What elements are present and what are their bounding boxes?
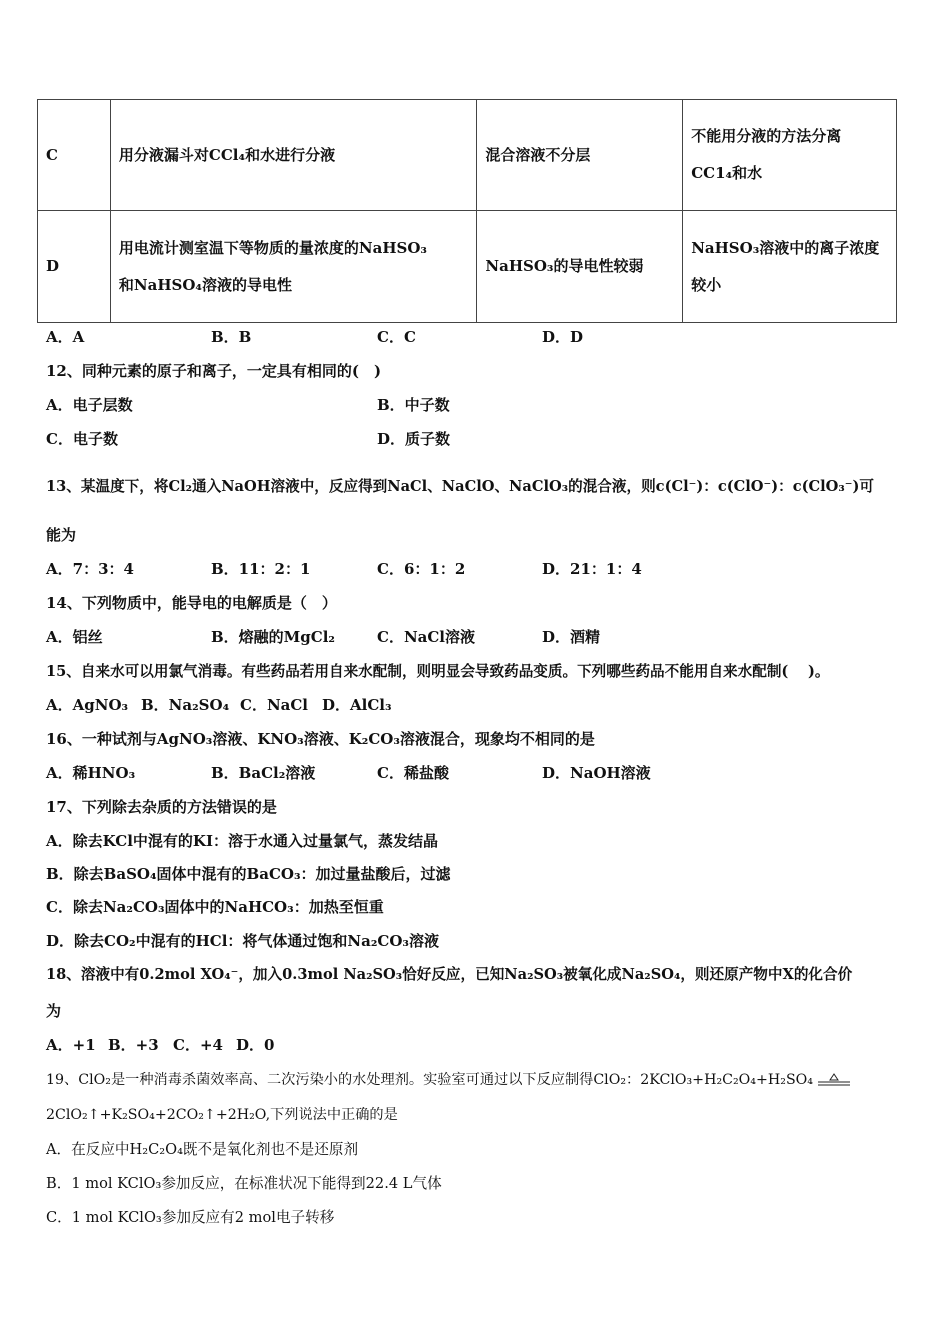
q12-options-row2 bbox=[46, 428, 906, 448]
option-a[interactable]: A．铝丝 bbox=[46, 628, 103, 646]
experiment-table bbox=[37, 99, 897, 323]
option-b[interactable]: B．B bbox=[211, 328, 252, 346]
option-a[interactable]: A．A bbox=[46, 328, 85, 346]
option-c[interactable]: C．6：1：2 bbox=[377, 560, 466, 578]
heating-equal-sign-icon bbox=[818, 1073, 850, 1087]
option-b[interactable]: B．熔融的MgCl₂ bbox=[211, 628, 335, 646]
q16-options bbox=[46, 762, 906, 782]
option-a[interactable]: A．+1 bbox=[46, 1036, 96, 1054]
q12-stem: 12、同种元素的原子和离子，一定具有相同的( ) bbox=[46, 362, 382, 380]
option-a[interactable]: A．7：3：4 bbox=[46, 560, 134, 578]
option-d[interactable]: D．酒精 bbox=[542, 628, 601, 646]
table-row bbox=[38, 100, 897, 211]
conclusion-line: 较小 bbox=[691, 275, 722, 294]
option-b[interactable]: B．+3 bbox=[108, 1036, 159, 1054]
option-a[interactable]: A．稀HNO₃ bbox=[46, 764, 136, 782]
q17-stem: 17、下列除去杂质的方法错误的是 bbox=[46, 798, 277, 816]
option-b[interactable]: B．除去BaSO₄固体中混有的BaCO₃：加过量盐酸后，过滤 bbox=[46, 865, 451, 883]
q19-stem-line2: 2ClO₂↑+K₂SO₄+2CO₂↑+2H₂O,下列说法中正确的是 bbox=[46, 1107, 398, 1123]
option-c[interactable]: C．C bbox=[377, 328, 416, 346]
option-c[interactable]: C．电子数 bbox=[46, 430, 118, 448]
option-d[interactable]: D．D bbox=[542, 328, 584, 346]
conclusion-cell bbox=[683, 211, 897, 323]
option-d[interactable]: D．除去CO₂中混有的HCl：将气体通过饱和Na₂CO₃溶液 bbox=[46, 932, 439, 950]
option-c[interactable]: C．NaCl bbox=[240, 696, 309, 714]
q14-options bbox=[46, 626, 906, 646]
row-label: D bbox=[38, 211, 111, 323]
option-a[interactable]: A．电子层数 bbox=[46, 396, 133, 414]
q12-options-row1 bbox=[46, 394, 906, 414]
q13-stem-line2: 能为 bbox=[46, 526, 77, 544]
option-a[interactable]: A．在反应中H₂C₂O₄既不是氧化剂也不是还原剂 bbox=[46, 1141, 359, 1158]
option-c[interactable]: C．稀盐酸 bbox=[377, 764, 449, 782]
option-b[interactable]: B．BaCl₂溶液 bbox=[211, 764, 316, 782]
conclusion-line: 不能用分液的方法分离 bbox=[691, 127, 842, 145]
q15-options bbox=[46, 694, 446, 714]
phenomenon-cell: 混合溶液不分层 bbox=[477, 100, 683, 211]
option-d[interactable]: D．质子数 bbox=[377, 430, 451, 448]
option-c[interactable]: C．除去Na₂CO₃固体中的NaHCO₃：加热至恒重 bbox=[46, 898, 384, 916]
q18-options bbox=[46, 1034, 346, 1054]
option-c[interactable]: C．1 mol KClO₃参加反应有2 mol电子转移 bbox=[46, 1209, 335, 1226]
conclusion-cell bbox=[683, 100, 897, 211]
q14-stem: 14、下列物质中，能导电的电解质是（ ） bbox=[46, 594, 337, 612]
operation-cell: 用分液漏斗对CCl₄和水进行分液 bbox=[110, 100, 477, 211]
option-a[interactable]: A．AgNO₃ bbox=[46, 696, 129, 714]
option-b[interactable]: B．1 mol KClO₃参加反应，在标准状况下能得到22.4 L气体 bbox=[46, 1175, 442, 1192]
table-row bbox=[38, 211, 897, 323]
operation-line: 用电流计测室温下等物质的量浓度的NaHSO₃ bbox=[118, 238, 427, 257]
option-d[interactable]: D．NaOH溶液 bbox=[542, 764, 651, 782]
option-a[interactable]: A．除去KCl中混有的KI：溶于水通入过量氯气，蒸发结晶 bbox=[46, 832, 438, 850]
q18-stem-line2: 为 bbox=[46, 1002, 62, 1020]
q13-options bbox=[46, 558, 906, 578]
q19-stem-text: 19、ClO₂是一种消毒杀菌效率高、二次污染小的水处理剂。实验室可通过以下反应制得ClO₂：2KClO₃+H₂C₂O₄+H₂SO₄ bbox=[46, 1072, 813, 1088]
option-c[interactable]: C．NaCl溶液 bbox=[377, 628, 476, 646]
operation-cell bbox=[110, 211, 477, 323]
option-b[interactable]: B．11：2：1 bbox=[211, 560, 311, 578]
phenomenon-cell: NaHSO₃的导电性较弱 bbox=[477, 211, 683, 323]
q18-stem-line1: 18、溶液中有0.2mol XO₄⁻，加入0.3mol Na₂SO₃恰好反应，已知Na₂SO₃被氧化成Na₂SO₄，则还原产物中X的化合价 bbox=[46, 966, 853, 983]
operation-line: 和NaHSO₄溶液的导电性 bbox=[118, 275, 292, 294]
option-b[interactable]: B．中子数 bbox=[377, 396, 450, 414]
option-d[interactable]: D．21：1：4 bbox=[542, 560, 642, 578]
option-b[interactable]: B．Na₂SO₄ bbox=[141, 696, 230, 714]
option-c[interactable]: C．+4 bbox=[173, 1036, 223, 1054]
q15-stem: 15、自来水可以用氯气消毒。有些药品若用自来水配制，则明显会导致药品变质。下列哪些药品不能用自来水配制( )。 bbox=[46, 663, 830, 680]
row-label: C bbox=[38, 100, 111, 211]
q19-stem-line1 bbox=[46, 1069, 850, 1089]
conclusion-line: NaHSO₃溶液中的离子浓度 bbox=[691, 238, 880, 257]
q16-stem: 16、一种试剂与AgNO₃溶液、KNO₃溶液、K₂CO₃溶液混合，现象均不相同的是 bbox=[46, 730, 595, 748]
q11-options bbox=[46, 326, 906, 346]
option-d[interactable]: D．0 bbox=[236, 1036, 275, 1054]
q13-stem-line1: 13、某温度下，将Cl₂通入NaOH溶液中，反应得到NaCl、NaClO、NaClO₃的混合液，则c(Cl⁻)：c(ClO⁻)：c(ClO₃⁻)可 bbox=[46, 478, 874, 495]
conclusion-line: CC1₄和水 bbox=[691, 164, 763, 182]
option-d[interactable]: D．AlCl₃ bbox=[322, 696, 392, 714]
